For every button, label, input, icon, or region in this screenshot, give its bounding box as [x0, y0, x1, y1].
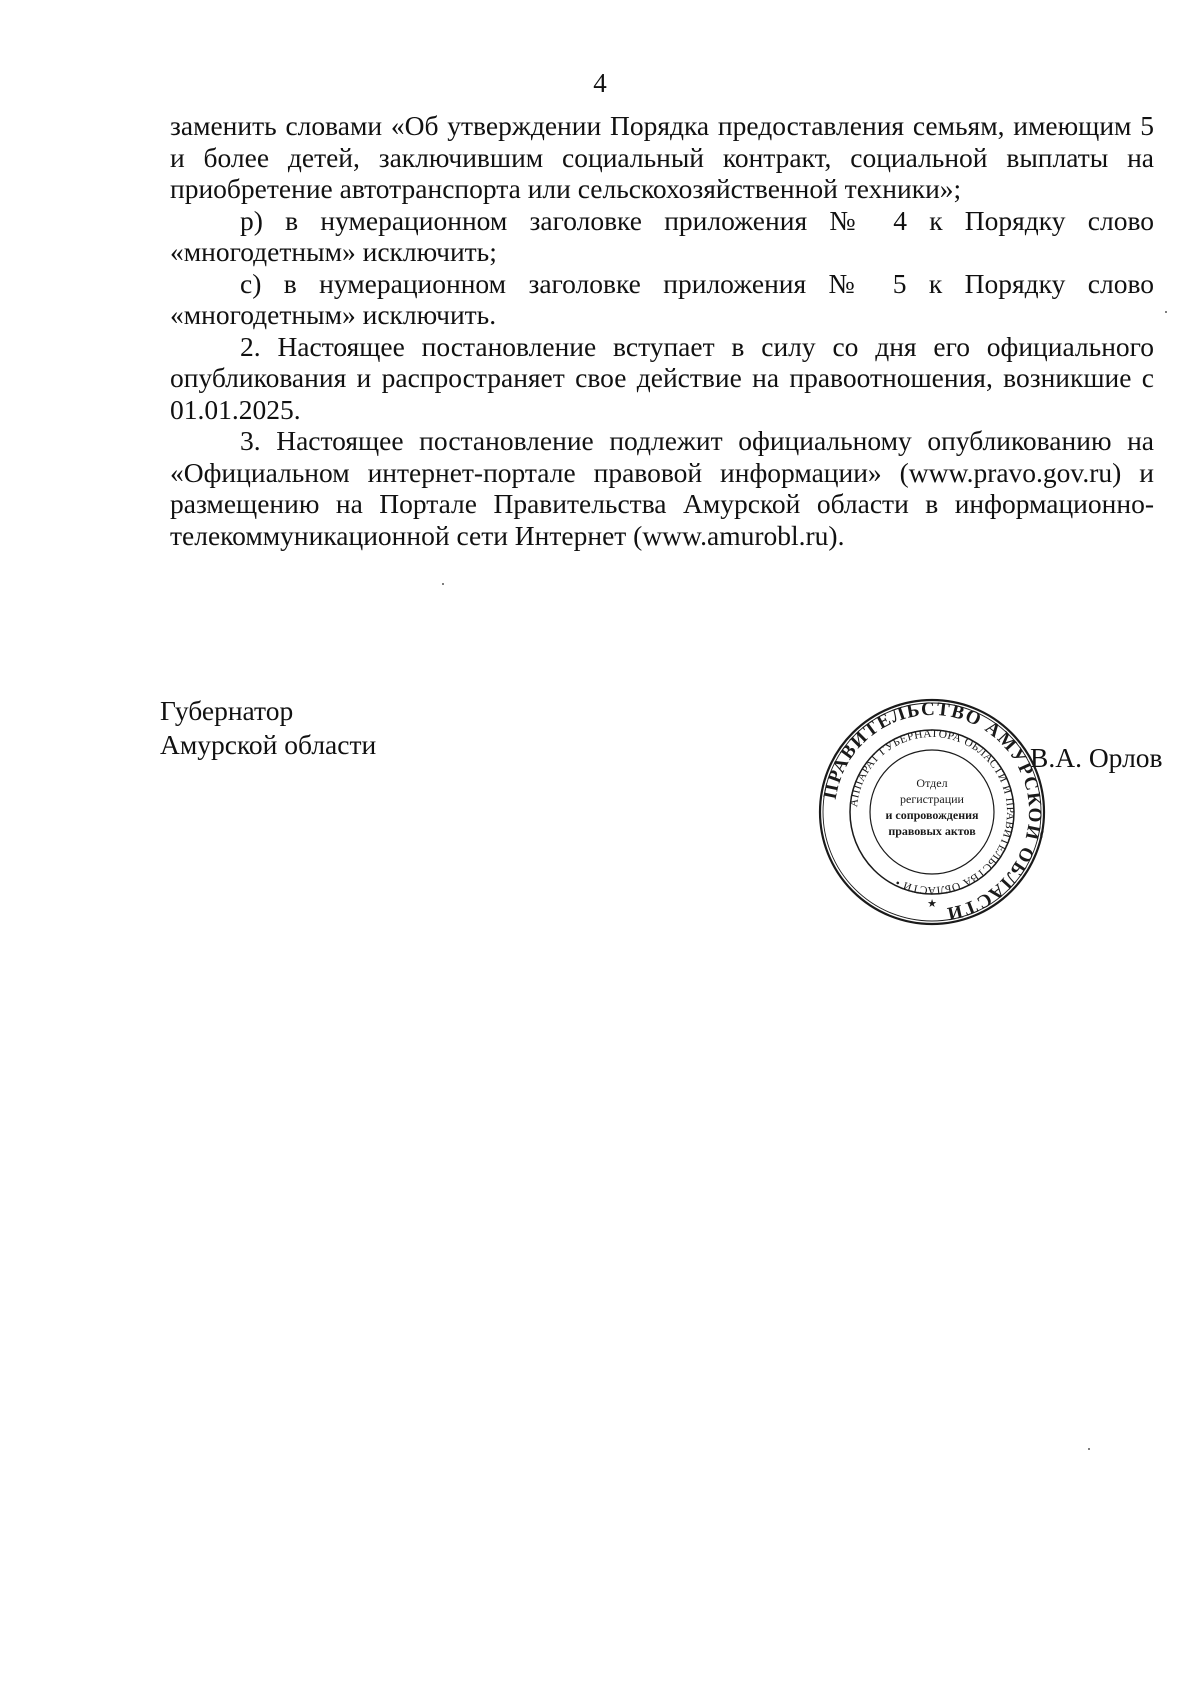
stamp-star-icon: ★ [927, 897, 937, 910]
signatory-position-line1: Губернатор [160, 695, 294, 726]
stamp-outer-ring-text: ПРАВИТЕЛЬСТВО АМУРСКОЙ ОБЛАСТИ [819, 698, 1046, 925]
document-body [170, 110, 1154, 551]
page-number: 4 [593, 68, 607, 98]
paragraph-item-r: р) в нумерационном заголовке приложения № 4 к Порядку слово «многодетным» исключить; [170, 204, 1154, 267]
scan-speck [1088, 1448, 1090, 1450]
stamp-center-line1: Отдел [916, 776, 948, 790]
stamp-inner-ring-text: АППАРАТ ГУБЕРНАТОРА ОБЛАСТИ И ПРАВИТЕЛЬСТВА ОБЛАСТИ • [848, 727, 1017, 897]
paragraph-item-2: 2. Настоящее постановление вступает в силу со дня его официального опубликования и распространяет свое действие на правоотношения, возникшие с 01.01.2025. [170, 330, 1154, 425]
scan-speck [1165, 311, 1167, 313]
signatory-position-line2: Амурской области [160, 729, 377, 760]
paragraph-item-3: 3. Настоящее постановление подлежит официальному опубликованию на «Официальном интернет-портале правовой информации» (www.pravo.gov.ru) и размещению на Портале Правительства Амурской области в информационно-телекоммуникационной сети Интернет (www.amurobl.ru). [170, 425, 1154, 551]
scan-speck [442, 583, 444, 585]
stamp-center-line4: правовых актов [888, 824, 976, 838]
stamp-center-line2: регистрации [900, 792, 964, 806]
stamp-center-line3: и сопровождения [885, 808, 979, 822]
paragraph-continuation: заменить словами «Об утверждении Порядка предоставления семьям, имеющим 5 и более детей, заключившим социальный контракт, социальной выплаты на приобретение автотранспорта или сельскохозяйственной техники»; [170, 110, 1154, 204]
signatory-name: В.А. Орлов [1030, 742, 1163, 773]
signatory-position [160, 694, 376, 762]
official-seal-stamp [817, 697, 1047, 927]
paragraph-item-s: с) в нумерационном заголовке приложения № 5 к Порядку слово «многодетным» исключить. [170, 267, 1154, 330]
